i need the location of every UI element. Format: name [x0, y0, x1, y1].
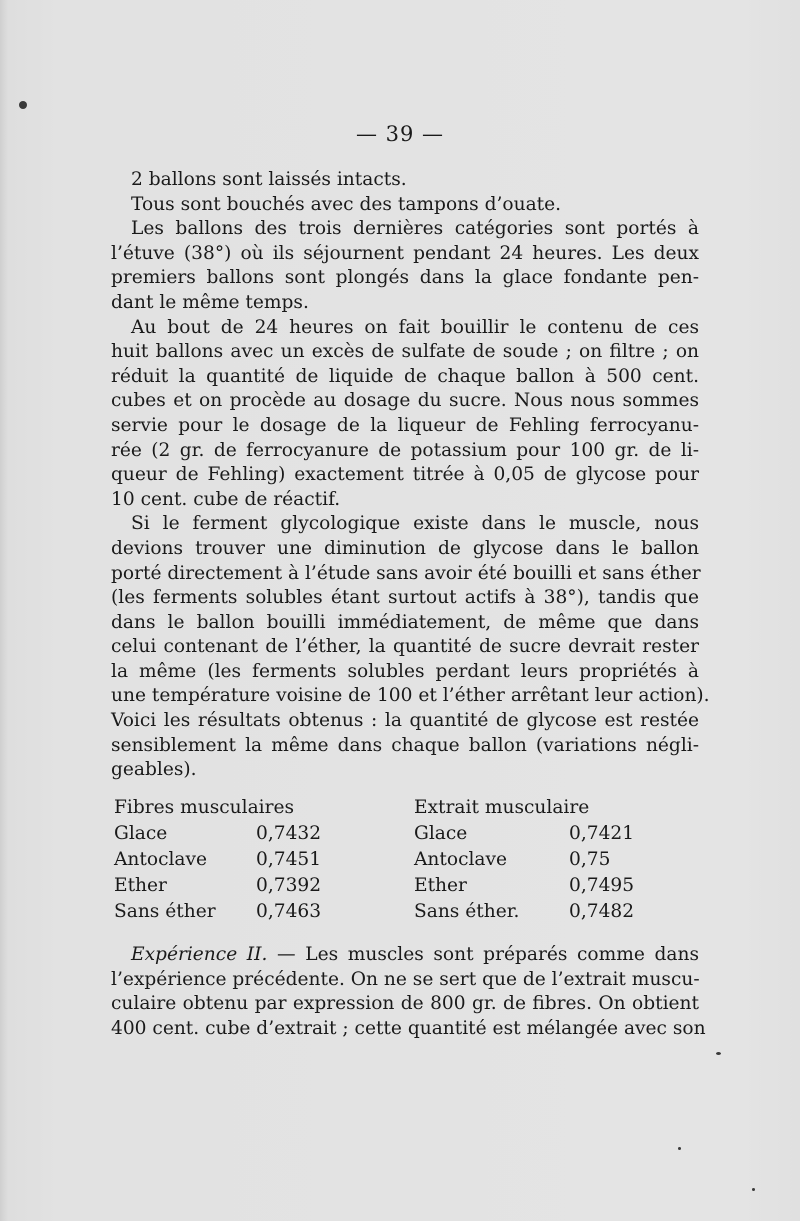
- text-line: rée (2 gr. de ferrocyanure de potassium pour 100 gr. de li-: [111, 439, 699, 461]
- ink-speck: [752, 1188, 755, 1191]
- text-line: devions trouver une diminution de glycose dans le ballon: [111, 537, 699, 559]
- text-line: huit ballons avec un excès de sulfate de soude ; on filtre ; on: [111, 341, 699, 363]
- table-header-row: [114, 795, 674, 821]
- results-table: [114, 795, 674, 925]
- row-value: 0,75: [569, 849, 611, 870]
- text-line: sensiblement la même dans chaque ballon (variations négli-: [111, 734, 699, 756]
- text-line: 400 cent. cube d’extrait ; cette quantité est mélangée avec son: [111, 1017, 706, 1039]
- row-label: Ether: [414, 875, 467, 896]
- text-line: 2 ballons sont laissés intacts.: [131, 169, 407, 190]
- text-line: 10 cent. cube de réactif.: [111, 488, 341, 510]
- row-value: 0,7432: [256, 823, 322, 844]
- text-line: une température voisine de 100 et l’éther arrêtant leur action).: [111, 685, 710, 707]
- table-row: [114, 873, 674, 899]
- text-line: cubes et on procède au dosage du sucre. Nous nous sommes: [111, 390, 699, 412]
- text-line: Tous sont bouchés avec des tampons d’ouate.: [131, 193, 562, 215]
- text-line: celui contenant de l’éther, la quantité de sucre devrait rester: [111, 636, 699, 658]
- text-line: Si le ferment glycologique existe dans le muscle, nous: [131, 513, 699, 535]
- text-line: geables).: [111, 759, 197, 781]
- row-value: 0,7392: [256, 875, 322, 896]
- text-line: [111, 943, 699, 968]
- text-line: Les ballons des trois dernières catégories sont portés à: [131, 218, 699, 240]
- page-number: — 39 —: [355, 122, 445, 146]
- text-line: dans le ballon bouilli immédiatement, de même que dans: [111, 611, 699, 633]
- row-value: 0,7482: [569, 901, 635, 922]
- row-label: Antoclave: [114, 849, 208, 870]
- row-label: Glace: [414, 823, 468, 844]
- table-row: [114, 899, 674, 925]
- row-label: Sans éther.: [414, 901, 520, 922]
- ink-speck: [678, 1147, 681, 1150]
- row-value: 0,7421: [569, 823, 635, 844]
- ink-speck: [716, 1052, 721, 1055]
- row-label: Antoclave: [414, 849, 508, 870]
- experience-ii-paragraph: [111, 943, 706, 1041]
- main-text: [111, 168, 710, 783]
- text-line: Au bout de 24 heures on fait bouillir le contenu de ces: [131, 316, 699, 338]
- row-label: Ether: [114, 875, 167, 896]
- row-value: 0,7495: [569, 875, 635, 896]
- text-run: — Les muscles sont préparés comme dans: [267, 944, 699, 965]
- row-value: 0,7463: [256, 901, 322, 922]
- section-title: Expérience II.: [131, 944, 268, 965]
- table-row: [114, 821, 674, 847]
- text-line: Voici les résultats obtenus : la quantité de glycose est restée: [111, 710, 699, 732]
- row-label: Sans éther: [114, 901, 216, 922]
- text-line: la même (les ferments solubles perdant leurs propriétés à: [111, 660, 699, 682]
- header-extrait-musculaire: Extrait musculaire: [414, 797, 590, 818]
- text-line: queur de Fehling) exactement titrée à 0,05 de glycose pour: [111, 464, 699, 486]
- ink-speck: [19, 101, 27, 109]
- table-row: [114, 847, 674, 873]
- header-fibres-musculaires: Fibres musculaires: [114, 797, 295, 818]
- text-line: premiers ballons sont plongés dans la glace fondante pen-: [111, 267, 699, 289]
- text-line: culaire obtenu par expression de 800 gr. de fibres. On obtient: [111, 993, 699, 1015]
- text-line: l’expérience précédente. On ne se sert que de l’extrait muscu-: [111, 968, 700, 990]
- text-line: dant le même temps.: [111, 291, 309, 313]
- text-line: servie pour le dosage de la liqueur de Fehling ferrocyanu-: [111, 414, 699, 436]
- row-label: Glace: [114, 823, 168, 844]
- row-value: 0,7451: [256, 849, 322, 870]
- text-line: l’étuve (38°) où ils séjournent pendant 24 heures. Les deux: [111, 242, 699, 264]
- text-line: (les ferments solubles étant surtout actifs à 38°), tandis que: [111, 587, 699, 609]
- text-line: réduit la quantité de liquide de chaque ballon à 500 cent.: [111, 365, 699, 387]
- text-line: porté directement à l’étude sans avoir été bouilli et sans éther: [111, 562, 701, 584]
